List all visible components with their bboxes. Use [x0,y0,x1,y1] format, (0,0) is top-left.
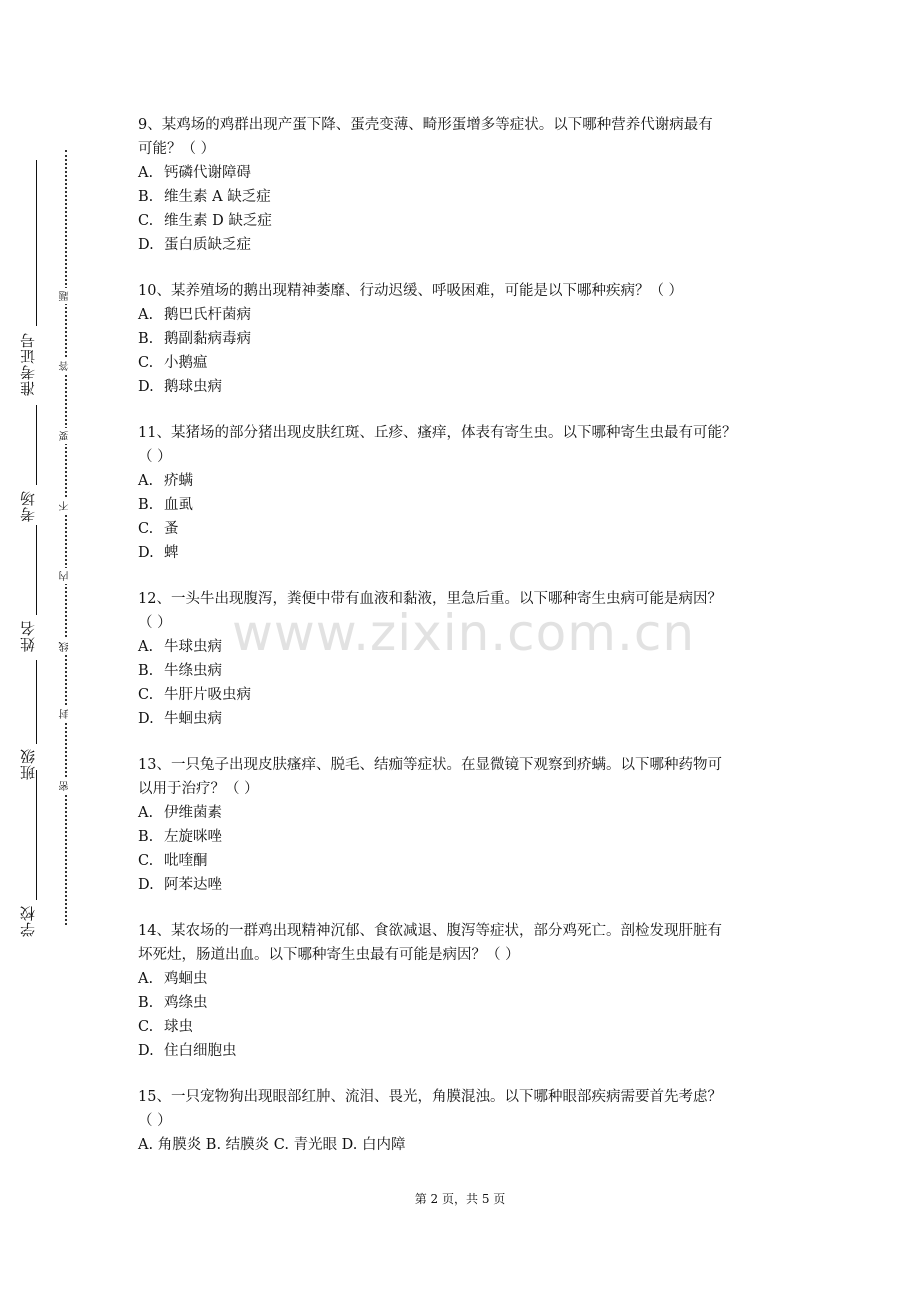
option-d: D. 住白细胞虫 [138,1043,237,1059]
question-12 [138,587,788,731]
field-label-name: 姓名 [19,620,37,652]
option-c: C. 蚤 [138,521,179,537]
field-line-name [36,525,37,615]
question-10 [138,279,788,399]
option-a: A. 鸡蛔虫 [138,971,208,987]
option-d: D. 阿苯达唑 [138,877,222,893]
question-stem: 坏死灶，肠道出血。以下哪种寄生虫最有可能是病因？（ ） [138,947,520,963]
option-c: C. 小鹅瘟 [138,355,208,371]
option-a: A. 钙磷代谢障碍 [138,165,251,181]
seal-char: 题 [58,288,72,304]
question-list [138,113,788,1179]
binding-margin [0,0,110,1302]
question-stem: （ ） [138,615,172,631]
option-b: B. 左旋咪唑 [138,829,222,845]
seal-char: 要 [58,428,72,444]
question-15 [138,1085,788,1157]
watermark: www.zixin.com.cn [232,604,696,662]
seal-char: 封 [58,706,72,722]
option-a: A. 鹅巴氏杆菌病 [138,307,251,323]
option-a: A. 牛球虫病 [138,639,222,655]
option-c: C. 牛肝片吸虫病 [138,687,251,703]
question-stem: 9、某鸡场的鸡群出现产蛋下降、蛋壳变薄、畸形蛋增多等症状。以下哪种营养代谢病最有 [138,117,713,133]
seal-char: 内 [58,568,72,584]
option-c: C. 球虫 [138,1019,193,1035]
option-b: B. 牛绦虫病 [138,663,222,679]
field-line-exam-room [36,405,37,485]
question-stem: （ ） [138,449,172,465]
question-stem: 11、某猪场的部分猪出现皮肤红斑、丘疹、瘙痒，体表有寄生虫。以下哪种寄生虫最有可能？ [138,425,737,441]
option-d: D. 牛蛔虫病 [138,711,222,727]
question-stem: 12、一头牛出现腹泻，粪便中带有血液和黏液，里急后重。以下哪种寄生虫病可能是病因？ [138,591,722,607]
question-stem: 以用于治疗？（ ） [138,781,259,797]
question-stem: 15、一只宠物狗出现眼部红肿、流泪、畏光，角膜混浊。以下哪种眼部疾病需要首先考虑？ [138,1089,722,1105]
seal-char: 答 [58,358,72,374]
question-14 [138,919,788,1063]
seal-char: 不 [58,498,72,514]
field-label-admission-number: 准考证号 [19,332,37,396]
option-a: A. 疥螨 [138,473,193,489]
question-11 [138,421,788,565]
option-d: D. 蜱 [138,545,179,561]
field-label-exam-room: 考场 [19,490,37,522]
option-c: C. 维生素 D 缺乏症 [138,213,272,229]
field-line-admission-number [36,160,37,326]
field-line-school [36,770,37,900]
option-a: A. 伊维菌素 [138,805,222,821]
seal-char: 线 [58,639,72,655]
option-d: D. 鹅球虫病 [138,379,222,395]
option-b: B. 血虱 [138,497,193,513]
option-c: C. 吡喹酮 [138,853,208,869]
option-b: B. 维生素 A 缺乏症 [138,189,271,205]
option-b: B. 鹅副黏病毒病 [138,331,251,347]
seal-dotted-line [65,150,67,925]
question-13 [138,753,788,897]
question-9 [138,113,788,257]
field-label-school: 学校 [19,905,37,937]
question-stem: 13、一只兔子出现皮肤瘙痒、脱毛、结痂等症状。在显微镜下观察到疥螨。以下哪种药物可 [138,757,722,773]
question-stem: 14、某农场的一群鸡出现精神沉郁、食欲减退、腹泻等症状，部分鸡死亡。剖检发现肝脏有 [138,923,722,939]
question-stem: 可能？（ ） [138,141,216,157]
options-inline: A. 角膜炎 B. 结膜炎 C. 青光眼 D. 白内障 [138,1137,406,1153]
field-label-class: 班级 [19,748,37,780]
field-line-class [36,660,37,744]
option-b: B. 鸡绦虫 [138,995,208,1011]
question-stem: 10、某养殖场的鹅出现精神萎靡、行动迟缓、呼吸困难，可能是以下哪种疾病？（ ） [138,283,684,299]
option-d: D. 蛋白质缺乏症 [138,237,251,253]
seal-char: 密 [58,778,72,794]
question-stem: （ ） [138,1113,172,1129]
page-footer: 第 2 页，共 5 页 [414,1192,506,1206]
